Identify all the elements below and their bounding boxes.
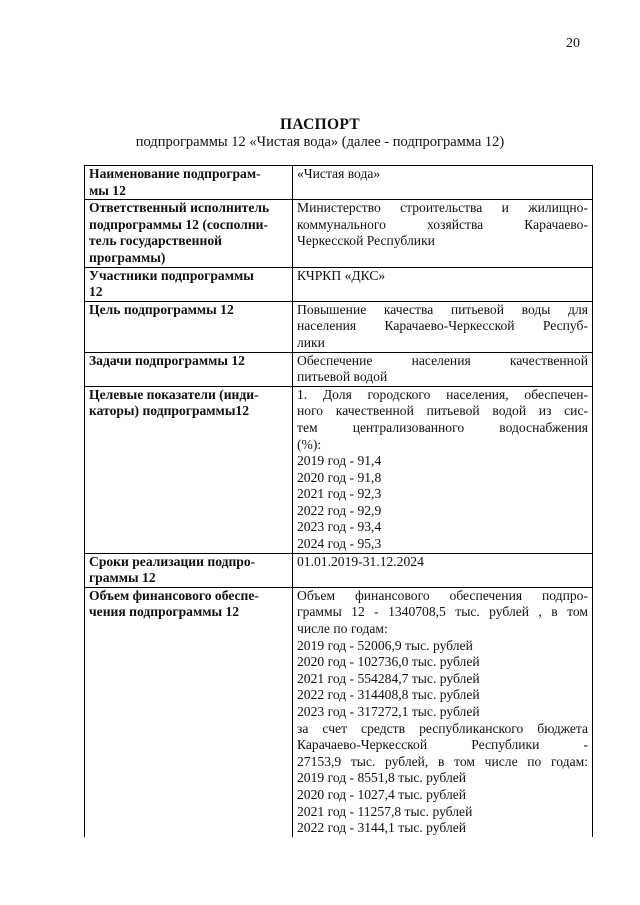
label-line: мы 12: [89, 182, 126, 198]
label-line: Участники подпрограммы: [89, 267, 254, 283]
table-row-indicators: [85, 386, 593, 553]
row-value: [293, 553, 593, 587]
table-row-participants: [85, 267, 593, 301]
value-line: (%):: [297, 436, 322, 452]
label-line: граммы 12: [89, 570, 156, 586]
table-row-name: [85, 166, 593, 200]
value-line: 2022 год - 92,9: [297, 502, 382, 518]
value-line: 2021 год - 92,3: [297, 486, 382, 502]
row-label: [85, 553, 293, 587]
value-line: 1. Доля городского населения, обеспечен-: [297, 386, 588, 402]
value-line: 27153,9 тыс. рублей, в том числе по годам:: [297, 753, 588, 769]
row-label: [85, 166, 293, 200]
value-line: «Чистая вода»: [297, 166, 381, 181]
row-label: [85, 386, 293, 553]
row-value: [293, 267, 593, 301]
value-line: коммунального хозяйства Карачаево-: [297, 216, 588, 232]
row-label: [85, 267, 293, 301]
value-line: 2022 год - 3144,1 тыс. рублей: [297, 820, 467, 836]
value-line: 2023 год - 93,4: [297, 519, 382, 535]
value-line: граммы 12 - 1340708,5 тыс. рублей , в том: [297, 604, 588, 620]
row-value: [293, 166, 593, 200]
value-line: КЧРКП «ДКС»: [297, 267, 386, 283]
value-line: Обеспечение населения качественной: [297, 352, 588, 368]
value-line: 2019 год - 52006,9 тыс. рублей: [297, 637, 473, 653]
passport-table: [84, 165, 593, 837]
table-row-funding: [85, 587, 593, 836]
value-line: Министерство строительства и жилищно-: [297, 200, 588, 216]
row-label: [85, 301, 293, 352]
label-line: каторы) подпрограммы12: [89, 403, 250, 419]
value-line: 2020 год - 91,8: [297, 469, 382, 485]
row-value: [293, 301, 593, 352]
label-line: 12: [89, 284, 103, 300]
value-line: Объем финансового обеспечения подпро-: [297, 587, 588, 603]
row-value: [293, 352, 593, 386]
label-line: Задачи подпрограммы 12: [89, 352, 245, 368]
value-line: лики: [297, 334, 325, 350]
value-line: 2020 год - 1027,4 тыс. рублей: [297, 786, 467, 802]
label-line: чения подпрограммы 12: [89, 604, 240, 620]
row-label: [85, 352, 293, 386]
label-line: Цель подпрограммы 12: [89, 301, 234, 317]
label-line: Сроки реализации подпро-: [89, 553, 256, 569]
value-line: Карачаево-Черкесской Республики -: [297, 737, 588, 753]
value-line: 2019 год - 91,4: [297, 453, 382, 469]
value-line: числе по годам:: [297, 621, 388, 637]
label-line: Наименование подпрограм-: [89, 166, 261, 181]
value-line: 2021 год - 554284,7 тыс. рублей: [297, 670, 480, 686]
row-value: [293, 386, 593, 553]
document-title: ПАСПОРТ: [280, 116, 360, 133]
label-line: Объем финансового обеспе-: [89, 587, 259, 603]
row-label: [85, 587, 293, 836]
value-line: населения Карачаево-Черкесской Респуб-: [297, 318, 588, 334]
table-row-tasks: [85, 352, 593, 386]
table-row-goal: [85, 301, 593, 352]
value-line: питьевой водой: [297, 369, 388, 385]
label-line: Целевые показатели (инди-: [89, 386, 259, 402]
value-line: 01.01.2019-31.12.2024: [297, 553, 424, 569]
document-subtitle: подпрограммы 12 «Чистая вода» (далее - подпрограмма 12): [135, 134, 505, 150]
value-line: 2021 год - 11257,8 тыс. рублей: [297, 803, 473, 819]
label-line: Ответственный исполнитель: [89, 200, 270, 216]
label-line: подпрограммы 12 (сосполни-: [89, 216, 269, 232]
row-label: [85, 200, 293, 267]
value-line: 2020 год - 102736,0 тыс. рублей: [297, 654, 480, 670]
value-line: за счет средств республиканского бюджета: [297, 720, 588, 736]
value-line: Черкесской Республики: [297, 233, 435, 249]
row-value: [293, 200, 593, 267]
value-line: 2024 год - 95,3: [297, 536, 382, 552]
table-row-executor: [85, 200, 593, 267]
page-number: 20: [566, 36, 580, 51]
value-line: Повышение качества питьевой воды для: [297, 301, 588, 317]
value-line: ного качественной питьевой водой из сис-: [297, 403, 588, 419]
row-value: [293, 587, 593, 836]
table-row-timeline: [85, 553, 593, 587]
value-line: 2023 год - 317272,1 тыс. рублей: [297, 704, 480, 719]
label-line: программы): [89, 249, 166, 265]
value-line: тем централизованного водоснабжения: [297, 419, 588, 435]
label-line: тель государственной: [89, 233, 222, 249]
value-line: 2022 год - 314408,8 тыс. рублей: [297, 687, 480, 703]
value-line: 2019 год - 8551,8 тыс. рублей: [297, 770, 467, 786]
